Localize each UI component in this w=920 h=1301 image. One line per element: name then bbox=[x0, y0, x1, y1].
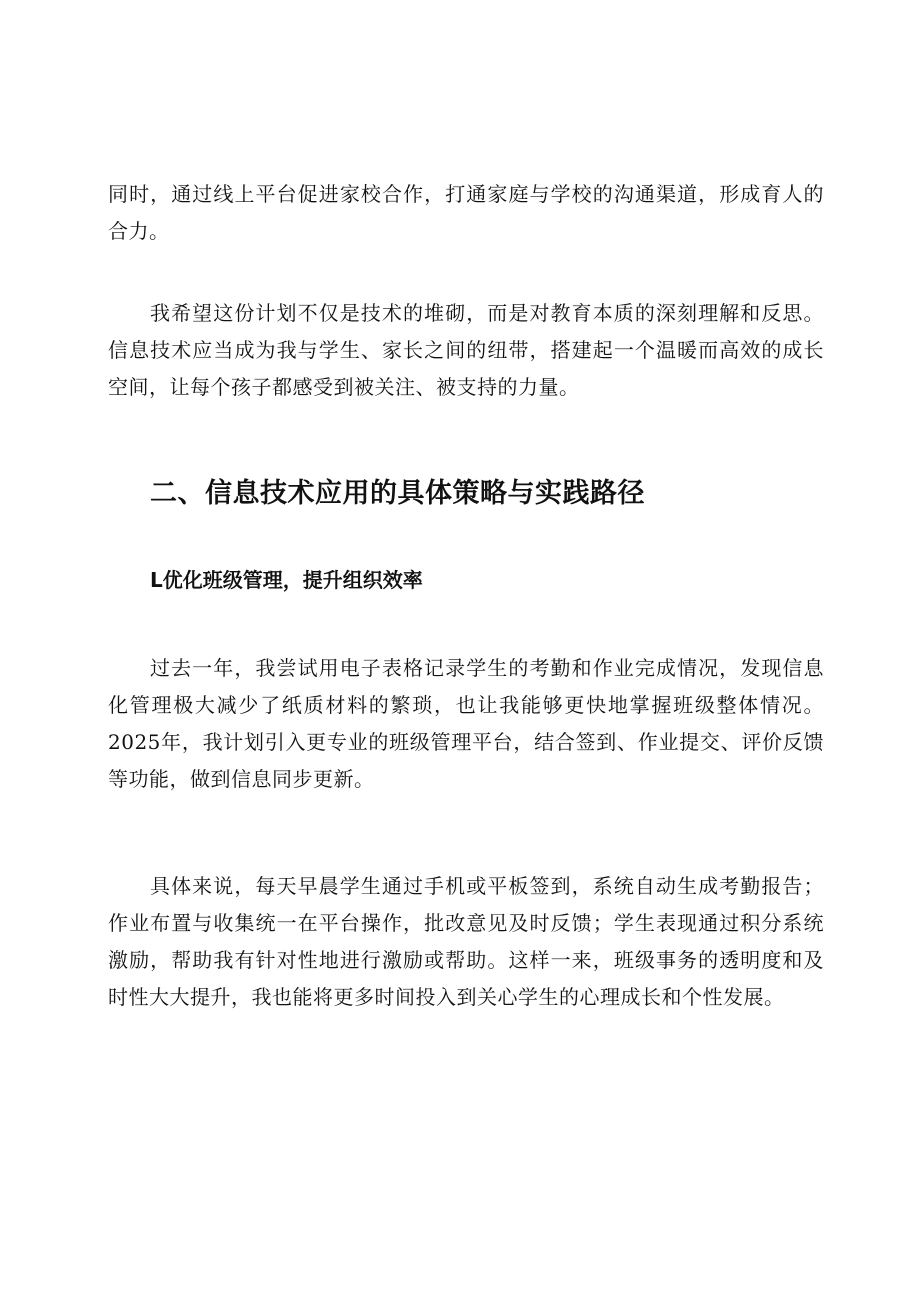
paragraph-specifics: 具体来说，每天早晨学生通过手机或平板签到，系统自动生成考勤报告；作业布置与收集统一在平台操作，批改意见及时反馈；学生表现通过积分系统激励，帮助我有针对性地进行激励或帮助。这样一来，班级事务的透明度和及时性大大提升，我也能将更多时间投入到关心学生的心理成长和个性发展。 bbox=[108, 874, 824, 1009]
section-heading: 二、信息技术应用的具体策略与实践路径 bbox=[150, 478, 645, 509]
subsection-heading: L优化班级管理，提升组织效率 bbox=[150, 568, 423, 592]
paragraph-class-management: 过去一年，我尝试用电子表格记录学生的考勤和作业完成情况，发现信息化管理极大减少了纸质材料的繁琐，也让我能够更快地掌握班级整体情况。2025年，我计划引入更专业的班级管理平台，结合签到、作业提交、评价反馈等功能，做到信息同步更新。 bbox=[108, 656, 824, 791]
paragraph-plan-reflection: 我希望这份计划不仅是技术的堆砌，而是对教育本质的深刻理解和反思。信息技术应当成为我与学生、家长之间的纽带，搭建起一个温暖而高效的成长空间，让每个孩子都感受到被关注、被支持的力量。 bbox=[108, 301, 824, 399]
paragraph-continued: 同时，通过线上平台促进家校合作，打通家庭与学校的沟通渠道，形成育人的合力。 bbox=[108, 182, 824, 243]
